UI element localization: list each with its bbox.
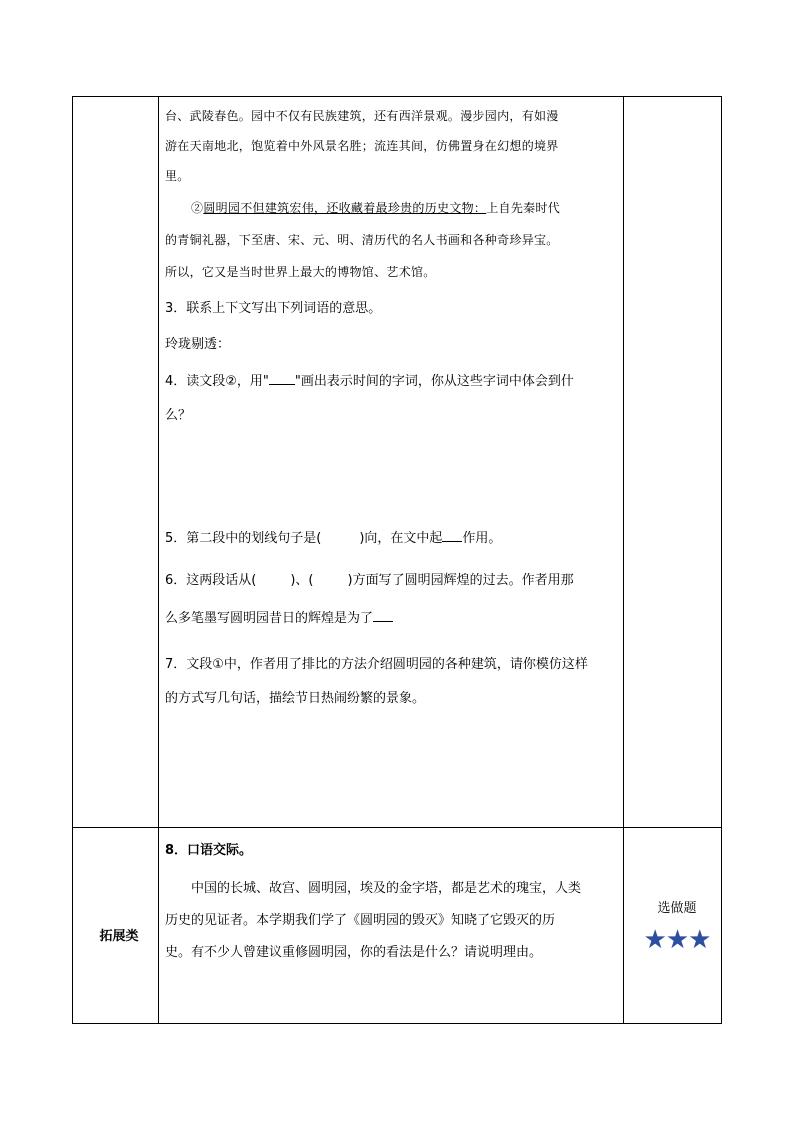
row-divider [73,827,721,828]
column-divider-left [158,97,159,1023]
question-8-line: 史。有不少人曾建议重修圆明园，你的看法是什么？请说明理由。 [165,945,543,960]
paragraph-number: ② [191,201,204,215]
answer-blank[interactable] [269,372,295,385]
passage-line: 里。 [165,169,190,183]
question-5: 5．第二段中的划线句子是( )向，在文中起 作用。 [165,531,502,546]
worksheet-table [72,96,722,1024]
passage-text: 上自先秦时代 [486,201,561,215]
question-4-cont: 么？ [165,408,192,423]
question-4: 4．读文段②，用" "画出表示时间的字词，你从这些字词中体会到什 [165,374,574,389]
question-3-term: 玲珑剔透： [165,337,231,352]
question-7-cont: 的方式写几句话，描绘节日热闹纷繁的景象。 [165,691,426,706]
passage-line: 的青铜礼器，下至唐、宋、元、明、清历代的名人书画和各种奇珍异宝。 [165,233,559,247]
question-8-title: 8．口语交际。 [165,843,253,858]
question-8-line: 历史的见证者。本学期我们学了《圆明园的毁灭》知晓了它毁灭的历 [165,913,556,928]
answer-blank[interactable] [373,609,393,622]
question-8-line: 中国的长城、故宫、圆明园，埃及的金字塔，都是艺术的瑰宝，人类 [191,881,582,896]
passage-paragraph-2 [165,199,560,216]
question-6-cont: 么多笔墨写圆明园昔日的辉煌是为了 [165,607,393,626]
passage-line: 所以，它又是当时世界上最大的博物馆、艺术馆。 [165,265,436,279]
question-6: 6．这两段话从( )、( )方面写了圆明园辉煌的过去。作者用那 [165,573,574,588]
question-3: 3．联系上下文写出下列词语的意思。 [165,301,382,316]
passage-line: 游在天南地北，饱览着中外风景名胜；流连其间，仿佛置身在幻想的境界 [165,139,559,153]
underlined-sentence: 圆明园不但建筑宏伟，还收藏着最珍贵的历史文物： [203,201,487,215]
column-divider-right [623,97,624,1023]
optional-label: 选做题 [657,901,697,916]
passage-line: 台、武陵春色。园中不仅有民族建筑，还有西洋景观。漫步园内，有如漫 [165,109,559,123]
extension-label: 拓展类 [99,929,139,944]
difficulty-stars-icon: ★★★ [643,925,711,955]
answer-blank[interactable] [442,529,462,542]
question-7: 7．文段①中，作者用了排比的方法介绍圆明园的各种建筑，请你模仿这样 [165,657,588,672]
